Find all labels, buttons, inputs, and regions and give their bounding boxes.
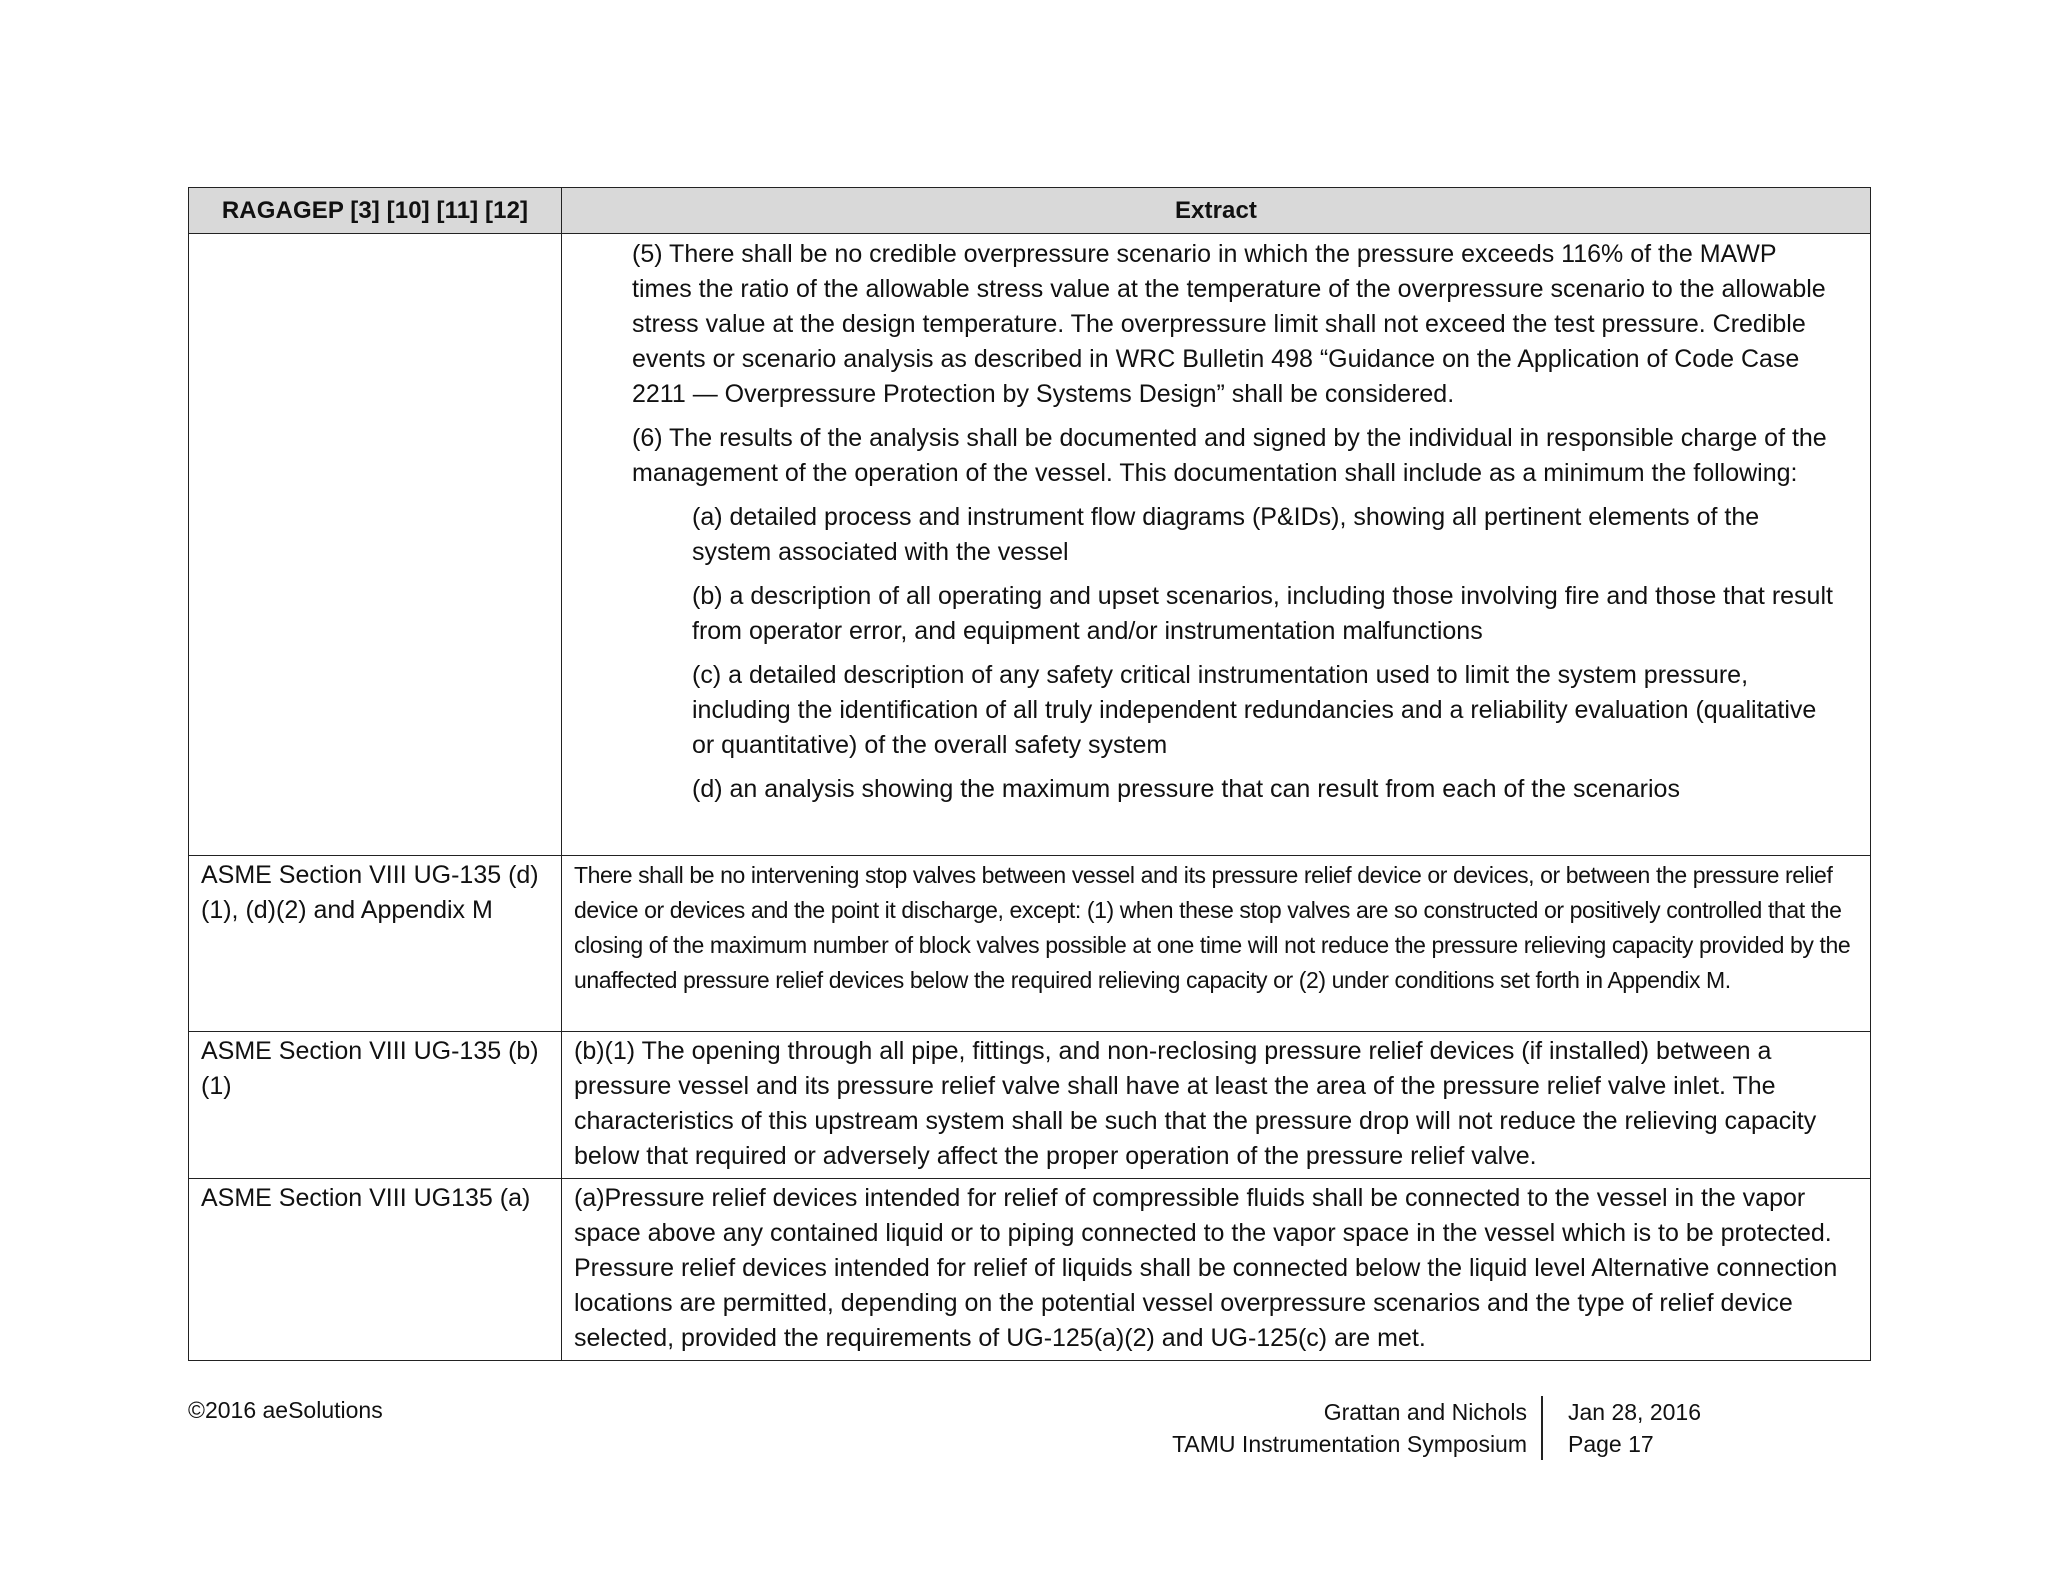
- row-label-cell: [189, 856, 562, 1032]
- footer-authors-block: [1172, 1396, 1543, 1460]
- row-label: ASME Section VIII UG135 (a): [201, 1184, 531, 1212]
- table-header-row: [189, 188, 1871, 234]
- row-label-cell: [189, 234, 562, 856]
- row-extract-text: There shall be no intervening stop valves between vessel and its pressure relief device or devices, or between the pressure relief device or devices and the point it discharge, except: (1) when these stop valves are so constructed or positively controlled that the closing of the maximum number of block valves possible at one time will not reduce the pressure relieving capacity provided by the unaffected pressure relief devices below the required relieving capacity or (2) under conditions set forth in Appendix M.: [574, 862, 1851, 993]
- paragraph-5: (5) There shall be no credible overpressure scenario in which the pressure exceeds 116% of the MAWP times the ratio of the allowable stress value at the temperature of the overpressure scenario to the allowable stress value at the design temperature. The overpressure limit shall not exceed the test pressure. Credible events or scenario analysis as described in WRC Bulletin 498 “Guidance on the Application of Code Case 2211 — Overpressure Protection by Systems Design” shall be considered.: [632, 240, 1826, 408]
- subitem-d: (d) an analysis showing the maximum pressure that can result from each of the scenarios: [692, 775, 1680, 803]
- table-row: [189, 1032, 1871, 1179]
- footer-date: Jan 28, 2016: [1568, 1399, 1702, 1425]
- subitem-b: (b) a description of all operating and upset scenarios, including those involving fire and those that result from operator error, and equipment and/or instrumentation malfunctions: [692, 582, 1833, 645]
- table-row: [189, 234, 1871, 856]
- footer-page-number: Page 17: [1568, 1431, 1654, 1457]
- row-label: [189, 234, 561, 240]
- subitem-a: (a) detailed process and instrument flow diagrams (P&IDs), showing all pertinent elements of the system associated with the vessel: [692, 503, 1760, 566]
- row-label: ASME Section VIII UG-135 (d)(1), (d)(2) and Appendix M: [201, 861, 539, 924]
- row-extract-text: (a)Pressure relief devices intended for relief of compressible fluids shall be connected to the vessel in the vapor space above any contained liquid or to piping connected to the vapor space in the vessel which is to be protected. Pressure relief devices intended for relief of liquids shall be connected below the liquid level Alternative connection locations are permitted, depending on the potential vessel overpressure scenarios and the type of relief device selected, provided the requirements of UG-125(a)(2) and UG-125(c) are met.: [574, 1184, 1838, 1352]
- row-extract-cell: [562, 1179, 1871, 1361]
- row-label-cell: [189, 1179, 562, 1361]
- table-row: [189, 1179, 1871, 1361]
- footer-copyright: ©2016 aeSolutions: [188, 1397, 383, 1423]
- footer-authors: Grattan and Nichols: [1323, 1399, 1527, 1425]
- header-ragagep: RAGAGEP [3] [10] [11] [12]: [189, 188, 562, 234]
- table-row: [189, 856, 1871, 1032]
- row-extract-cell: [562, 856, 1871, 1032]
- row-label: ASME Section VIII UG-135 (b)(1): [201, 1037, 539, 1100]
- footer-event: TAMU Instrumentation Symposium: [1172, 1431, 1527, 1457]
- header-extract: Extract: [562, 188, 1871, 234]
- row-extract-cell: [562, 234, 1871, 856]
- paragraph-6: (6) The results of the analysis shall be documented and signed by the individual in responsible charge of the management of the operation of the vessel. This documentation shall include as a minimum the following:: [632, 424, 1827, 487]
- row-extract-cell: [562, 1032, 1871, 1179]
- subitem-c: (c) a detailed description of any safety critical instrumentation used to limit the system pressure, including the identification of all truly independent redundancies and a reliability evaluation (qualitative or quantitative) of the overall safety system: [692, 661, 1817, 759]
- footer-date-block: [1568, 1396, 1701, 1460]
- row-extract-text: (b)(1) The opening through all pipe, fittings, and non-reclosing pressure relief devices (if installed) between a pressure vessel and its pressure relief valve shall have at least the area of the pressure relief valve inlet. The characteristics of this upstream system shall be such that the pressure drop will not reduce the relieving capacity below that required or adversely affect the proper operation of the pressure relief valve.: [574, 1037, 1817, 1170]
- row-label-cell: [189, 1032, 562, 1179]
- ragagep-extract-table: [188, 187, 1871, 1361]
